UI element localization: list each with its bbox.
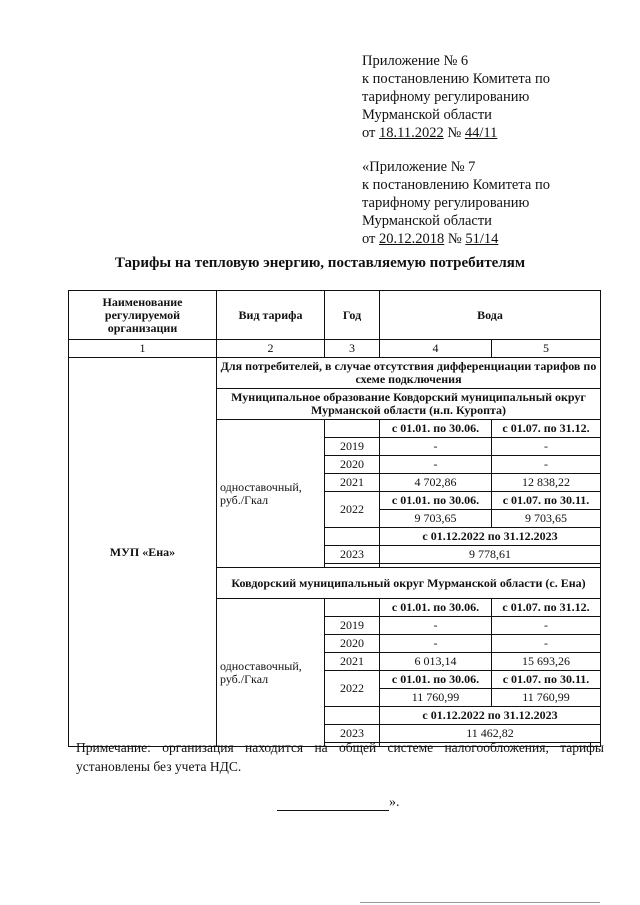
col-number: 5 (492, 340, 601, 358)
year-cell: 2022 (325, 492, 380, 528)
value-cell: - (492, 456, 601, 474)
resolution-number: 44/11 (464, 125, 498, 141)
value-cell: 9 703,65 (380, 510, 492, 528)
year-cell: 2020 (325, 635, 380, 653)
value-cell: 4 702,86 (380, 474, 492, 492)
closing-quote: ». (389, 795, 400, 810)
period-header: с 01.07. по 30.11. (492, 671, 601, 689)
header-year: Год (325, 291, 380, 340)
period-header: с 01.12.2022 по 31.12.2023 (380, 707, 601, 725)
col-number: 1 (69, 340, 217, 358)
appendix-line: Мурманской области (362, 107, 492, 123)
column-number-row (69, 340, 601, 358)
value-cell: 11 760,99 (492, 689, 601, 707)
period-header: с 01.07. по 31.12. (492, 420, 601, 438)
general-note: Для потребителей, в случае отсутствия дифференциации тарифов по схеме подключения (217, 358, 601, 389)
col-number: 2 (217, 340, 325, 358)
period-header: с 01.01. по 30.06. (380, 599, 492, 617)
footnote: Примечание: организация находится на общей системе налогообложения, тарифы установлены без учета НДС. (76, 740, 604, 774)
period-header: с 01.01. по 30.06. (380, 492, 492, 510)
period-header: с 01.12.2022 по 31.12.2023 (380, 528, 601, 546)
number-prefix: № (447, 125, 462, 141)
period-header: с 01.01. по 30.06. (380, 420, 492, 438)
year-cell: 2023 (325, 546, 380, 564)
from-prefix: от (362, 231, 376, 247)
document-title: Тарифы на тепловую энергию, поставляемую потребителям (114, 255, 526, 271)
value-cell: 15 693,26 (492, 653, 601, 671)
territory-heading: Ковдорский муниципальный округ Мурманской области (с. Ена) (217, 568, 601, 599)
year-cell: 2021 (325, 653, 380, 671)
year-cell (325, 528, 380, 546)
value-cell: 12 838,22 (492, 474, 601, 492)
year-cell (325, 599, 380, 617)
signature-line (277, 796, 389, 811)
header-org: Наименование регулируемой организации (69, 291, 217, 340)
tariff-type: одноставочный, руб./Гкал (217, 599, 325, 747)
col-number: 4 (380, 340, 492, 358)
number-prefix: № (447, 231, 462, 247)
appendix-header-original (362, 158, 622, 248)
closing-mark (277, 795, 400, 811)
value-cell: - (492, 617, 601, 635)
resolution-date: 18.11.2022 (379, 125, 444, 141)
year-cell: 2020 (325, 456, 380, 474)
appendix-line: тарифному регулированию (362, 195, 530, 211)
organization-name: МУП «Ена» (69, 358, 217, 747)
value-cell: - (492, 635, 601, 653)
col-number: 3 (325, 340, 380, 358)
territory-heading: Муниципальное образование Ковдорский муниципальный округ Мурманской области (н.п. Куропта) (217, 389, 601, 420)
year-cell: 2022 (325, 671, 380, 707)
year-cell: 2019 (325, 438, 380, 456)
period-header: с 01.07. по 31.12. (492, 599, 601, 617)
value-cell: - (380, 438, 492, 456)
from-prefix: от (362, 125, 376, 141)
resolution-number: 51/14 (465, 231, 499, 247)
value-cell: - (380, 617, 492, 635)
year-cell: 2019 (325, 617, 380, 635)
appendix-date-line (362, 124, 622, 142)
appendix-header-current (362, 52, 622, 142)
value-cell: - (380, 635, 492, 653)
period-header: с 01.01. по 30.06. (380, 671, 492, 689)
appendix-line: Мурманской области (362, 213, 492, 229)
value-cell: 11 462,82 (380, 725, 601, 743)
appendix-line: к постановлению Комитета по (362, 71, 550, 87)
year-cell (325, 420, 380, 438)
tariff-type: одноставочный, руб./Гкал (217, 420, 325, 568)
value-cell: 9 703,65 (492, 510, 601, 528)
header-water: Вода (380, 291, 601, 340)
value-cell: 11 760,99 (380, 689, 492, 707)
appendix-line: тарифному регулированию (362, 89, 530, 105)
year-cell (325, 707, 380, 725)
value-cell: - (380, 456, 492, 474)
header-tariff-type: Вид тарифа (217, 291, 325, 340)
bottom-divider (360, 902, 600, 903)
table-header-row (69, 291, 601, 340)
appendix-line: Приложение № 6 (362, 53, 469, 69)
period-header: с 01.07. по 30.11. (492, 492, 601, 510)
appendix-date-line (362, 230, 622, 248)
resolution-date: 20.12.2018 (379, 231, 445, 247)
year-cell: 2023 (325, 725, 380, 743)
appendix-line: «Приложение № 7 (362, 159, 476, 175)
appendix-line: к постановлению Комитета по (362, 177, 550, 193)
table-row (69, 358, 601, 389)
tariff-table (68, 290, 601, 747)
value-cell: - (492, 438, 601, 456)
year-cell: 2021 (325, 474, 380, 492)
value-cell: 6 013,14 (380, 653, 492, 671)
value-cell: 9 778,61 (380, 546, 601, 564)
